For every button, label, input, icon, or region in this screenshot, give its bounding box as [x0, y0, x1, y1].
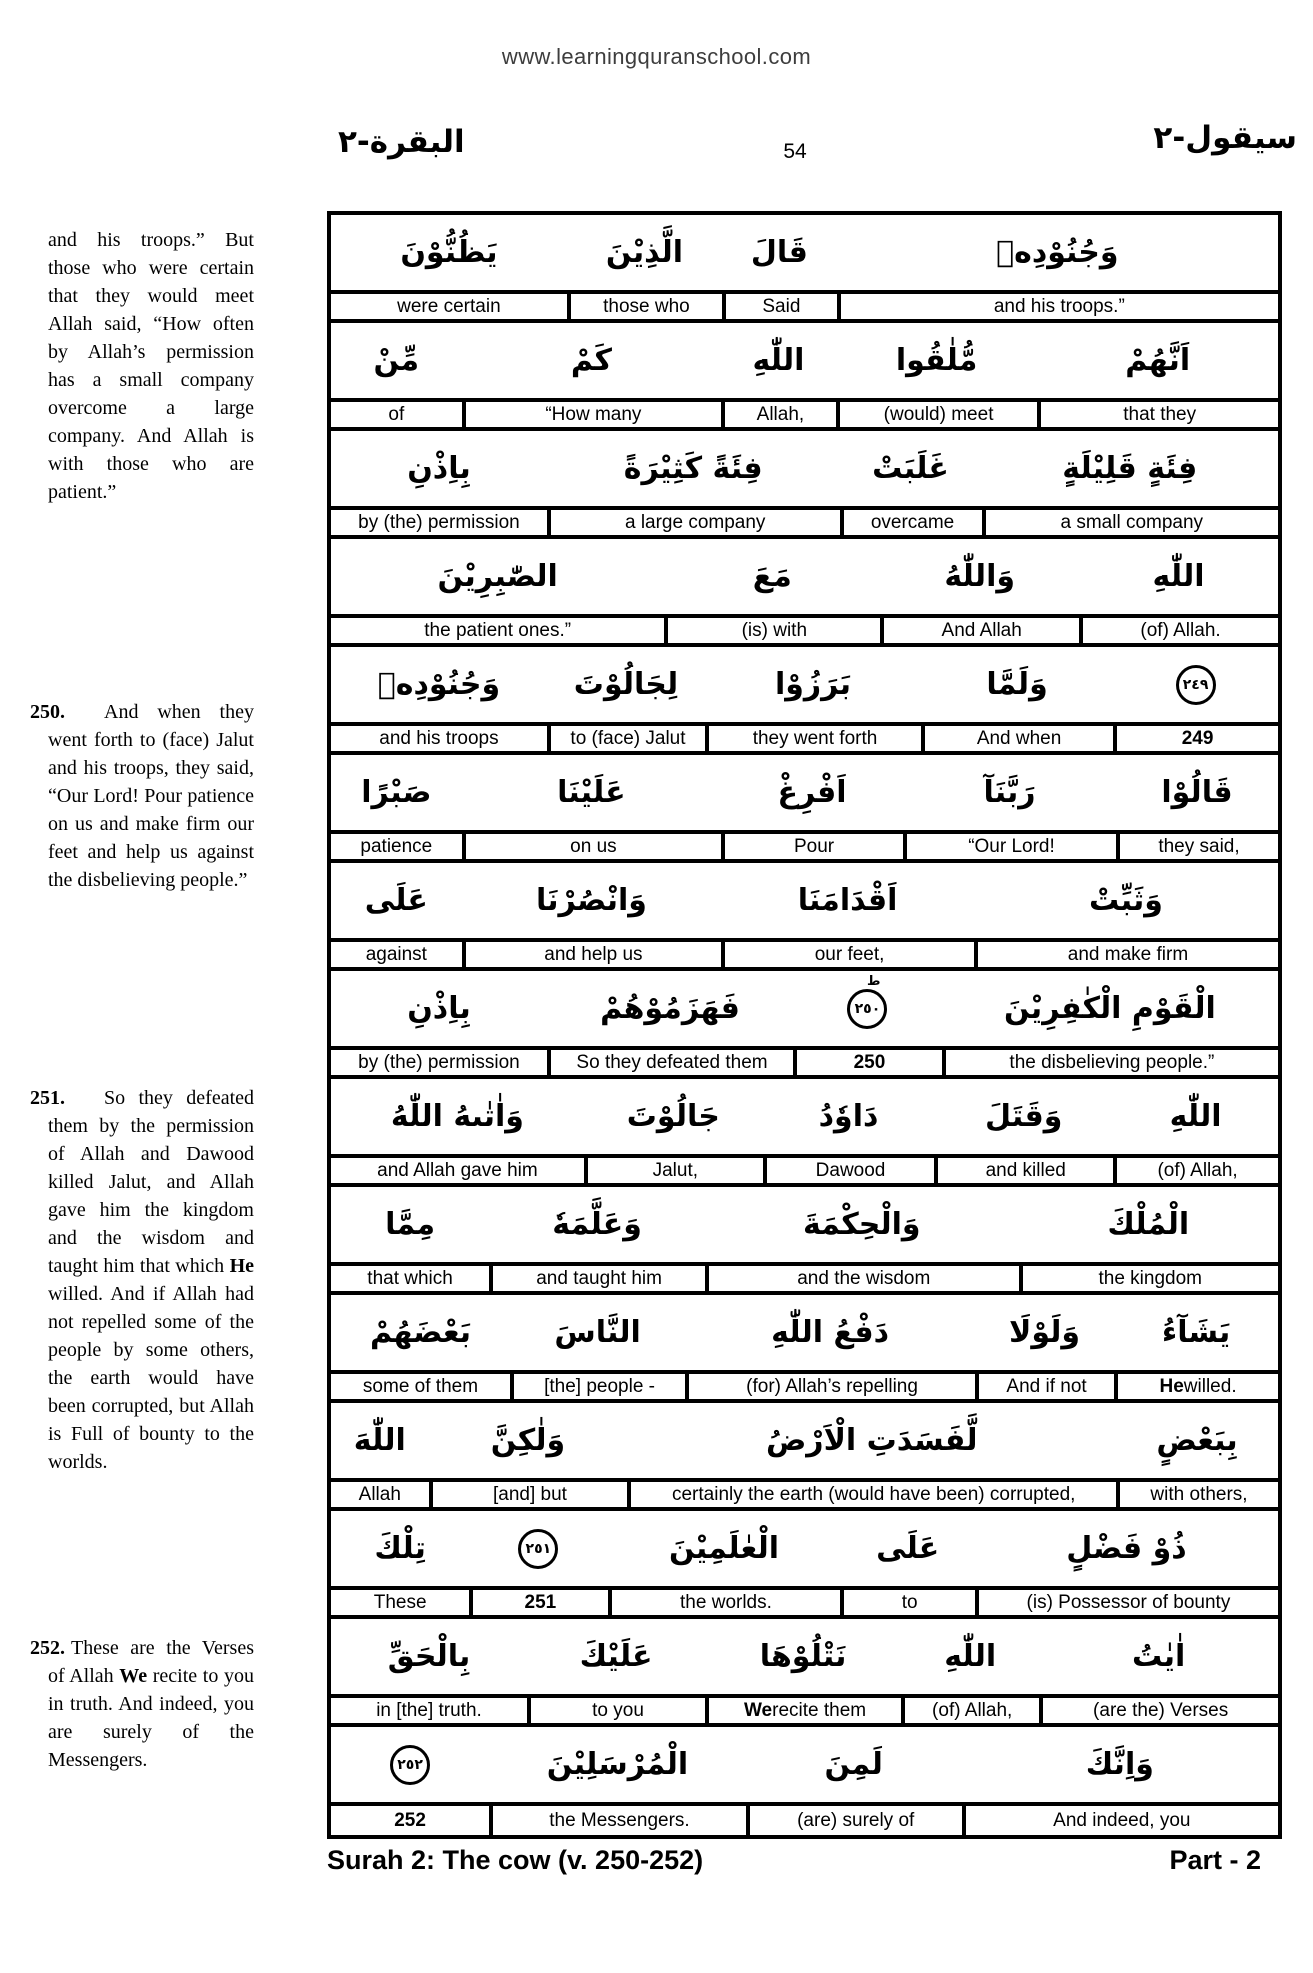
arabic-word: عَلَيْنَا [557, 775, 626, 810]
arabic-word: جَالُوْتَ [626, 1099, 720, 1134]
translation-paragraph: 251. So they defeated them by the permission of Allah and Dawood killed Jalut, and Allah gave him the kingdom and the wisdom and taught him that which He willed. And if Allah had not repelled some of the people by some others, the earth would have been corrupted, but Allah is Full of bounty to the worlds. [30, 1084, 254, 1476]
translation-cell: Pour [721, 834, 903, 859]
translation-cell: Said [722, 294, 837, 319]
translation-cell: 252 [394, 1809, 426, 1831]
verse-medallion-cell [1113, 647, 1278, 722]
arabic-word: الْقَوْمِ الْكٰفِرِيْنَ [1003, 991, 1216, 1026]
arabic-word: فِئَةٍ قَلِيْلَةٍ [1062, 451, 1198, 486]
translation-row [331, 614, 1278, 647]
arabic-word: الْعٰلَمِيْنَ [668, 1531, 780, 1566]
juz-name-arabic: سيقول-٢ [1153, 120, 1297, 156]
translation-cell: Jalut, [584, 1158, 763, 1183]
translation-cell: He willed. [1114, 1374, 1278, 1399]
arabic-row [331, 539, 1278, 614]
translation-paragraph: and his troops.” But those who were certain that they would meet Allah said, “How often by Allah’s permission has a small company overcome a large company. And Allah is with those who are patient.” [48, 229, 254, 503]
arabic-word: مِّنْ [373, 343, 420, 378]
translation-cell: patience [360, 835, 433, 857]
translation-cell: in [the] truth. [376, 1699, 482, 1721]
translation-row [331, 1694, 1278, 1727]
translation-cell: the worlds. [608, 1590, 841, 1615]
translation-paragraph: 252. These are the Verses of Allah We recite to you in truth. And indeed, you are surely of the Messengers. [30, 1637, 254, 1771]
arabic-word: الصّٰبِرِيْنَ [437, 559, 558, 594]
arabic-word: عَلَيْكَ [579, 1639, 653, 1674]
arabic-word: قَالُوْا [1161, 775, 1233, 810]
translation-cell: (would) meet [836, 402, 1038, 427]
translation-cell: These [373, 1591, 427, 1613]
translation-cell: with others, [1116, 1482, 1278, 1507]
arabic-row [331, 863, 1278, 938]
arabic-word: وَلَوْلَا [1009, 1315, 1081, 1350]
arabic-word: وَقَتَلَ [985, 1099, 1063, 1134]
arabic-word: وَاللّٰهُ [944, 559, 1015, 594]
translation-cell: and taught him [489, 1266, 705, 1291]
word-table [327, 211, 1282, 1839]
translation-cell: against [365, 943, 427, 965]
arabic-word: مِمَّا [385, 1207, 436, 1242]
verse-medallion: ٢٤٩ [1176, 665, 1216, 705]
arabic-word: مَعَ [752, 559, 792, 594]
translation-cell: and help us [462, 942, 721, 967]
translation-cell: and make firm [974, 942, 1278, 967]
arabic-word: وَجُنُوْدِهٖ [377, 667, 501, 702]
verse-number: 251. [30, 1087, 65, 1109]
arabic-row [331, 431, 1278, 506]
verse-medallion: ٢٥١ [518, 1529, 558, 1569]
arabic-word: اللّٰهَ [353, 1423, 406, 1458]
translation-row [331, 1154, 1278, 1187]
sidebar-translation [30, 226, 254, 1774]
arabic-word: وَاِنَّكَ [1085, 1747, 1154, 1782]
arabic-row [331, 1619, 1278, 1694]
translation-paragraph: 250. And when they went forth to (face) Jalut and his troops, they said, “Our Lord! Pour patience on us and make firm our feet and help us against the disbelieving people.” [30, 698, 254, 894]
arabic-word: صَبْرًا [361, 775, 432, 810]
arabic-word: اَقْدَامَنَا [797, 883, 898, 918]
translation-row [331, 398, 1278, 431]
translation-cell: 250 [793, 1050, 942, 1075]
arabic-word: يَشَآءُ [1161, 1315, 1231, 1350]
translation-cell: 249 [1113, 726, 1278, 751]
translation-cell: (for) Allah’s repelling [685, 1374, 975, 1399]
translation-cell: our feet, [721, 942, 974, 967]
arabic-word: فِئَةً كَثِيْرَةً [623, 451, 763, 486]
arabic-word: وَانْصُرْنَا [535, 883, 647, 918]
arabic-row [331, 755, 1278, 830]
translation-row [331, 1370, 1278, 1403]
arabic-word: بَرَزُوْا [774, 667, 852, 702]
translation-cell: that they [1037, 402, 1278, 427]
verse-number: 252. [30, 1637, 65, 1659]
arabic-word: وَثَبِّتْ [1089, 883, 1163, 918]
arabic-word: اللّٰهِ [752, 343, 805, 378]
translation-cell: [and] but [429, 1482, 628, 1507]
translation-cell: a large company [547, 510, 840, 535]
arabic-word: وَلَمَّا [986, 667, 1048, 702]
arabic-word: لَّفَسَدَتِ الْاَرْضُ [765, 1423, 978, 1458]
translation-cell: (is) Possessor of bounty [975, 1590, 1278, 1615]
translation-cell: “Our Lord! [903, 834, 1116, 859]
verse-number: 250. [30, 701, 65, 723]
translation-cell: and the wisdom [705, 1266, 1018, 1291]
arabic-word: كَمْ [570, 343, 612, 378]
translation-cell: a small company [982, 510, 1278, 535]
translation-cell: 251 [469, 1590, 607, 1615]
arabic-word: وَاٰتٰىهُ اللّٰهُ [390, 1099, 524, 1134]
arabic-word: يَظُنُّوْنَ [400, 235, 498, 270]
translation-cell: (of) Allah, [901, 1698, 1039, 1723]
translation-cell: to [840, 1590, 974, 1615]
arabic-word: فَهَزَمُوْهُمْ [600, 991, 740, 1026]
translation-cell: And indeed, you [962, 1806, 1278, 1835]
arabic-row [331, 1511, 1278, 1586]
translation-cell: And if not [975, 1374, 1114, 1399]
arabic-word: لَمِنَ [824, 1747, 883, 1782]
translation-cell: they went forth [705, 726, 921, 751]
arabic-word: وَجُنُوْدِهٖ [996, 235, 1119, 270]
translation-cell: to (face) Jalut [547, 726, 705, 751]
translation-cell: the disbelieving people.” [942, 1050, 1278, 1075]
arabic-word: عَلَى [364, 883, 428, 918]
arabic-word: مُّلٰقُوا [895, 343, 978, 378]
arabic-word: غَلَبَتْ [872, 451, 949, 486]
translation-cell: certainly the earth (would have been) corrupted, [627, 1482, 1116, 1507]
site-url: www.learningquranschool.com [501, 44, 812, 69]
translation-cell: to you [527, 1698, 705, 1723]
translation-cell: Allah, [721, 402, 836, 427]
arabic-row [331, 323, 1278, 398]
verse-medallion: ط ٢٥٠ [847, 989, 887, 1029]
translation-cell: So they defeated them [547, 1050, 793, 1075]
translation-cell: (of) Allah, [1113, 1158, 1278, 1183]
arabic-word: وَلٰكِنَّ [490, 1423, 566, 1458]
translation-cell: by (the) permission [358, 511, 520, 533]
translation-cell: [the] people - [510, 1374, 685, 1399]
arabic-word: عَلَى [876, 1531, 940, 1566]
translation-row [331, 1586, 1278, 1619]
arabic-row [331, 1079, 1278, 1154]
arabic-word: بِاِذْنِ [407, 451, 471, 486]
translation-cell: “How many [462, 402, 721, 427]
arabic-word: تِلْكَ [374, 1531, 426, 1566]
arabic-word: اٰيٰتُ [1131, 1639, 1186, 1674]
arabic-word: وَالْحِكْمَةَ [802, 1207, 921, 1242]
arabic-word: اَفْرِغْ [777, 775, 847, 810]
translation-cell: (of) Allah. [1079, 618, 1278, 643]
arabic-word: قَالَ [750, 235, 808, 270]
arabic-row [331, 1295, 1278, 1370]
translation-cell: and killed [934, 1158, 1113, 1183]
arabic-row [331, 1187, 1278, 1262]
arabic-word: الْمُرْسَلِيْنَ [546, 1747, 689, 1782]
translation-cell: on us [462, 834, 721, 859]
translation-cell: were certain [397, 295, 501, 317]
arabic-word: اللّٰهِ [1169, 1099, 1222, 1134]
translation-cell: the kingdom [1019, 1266, 1278, 1291]
translation-cell: We recite them [705, 1698, 901, 1723]
translation-cell: (is) with [664, 618, 880, 643]
translation-cell: (are the) Verses [1039, 1698, 1278, 1723]
translation-cell: Allah [358, 1483, 401, 1505]
translation-row [331, 830, 1278, 863]
arabic-row [331, 971, 1278, 1046]
translation-row [331, 506, 1278, 539]
translation-row [331, 290, 1278, 323]
arabic-word: وَعَلَّمَهٗ [552, 1207, 642, 1242]
arabic-word: اَنَّهُمْ [1125, 343, 1191, 378]
arabic-word: بِالْحَقِّ [387, 1639, 471, 1674]
translation-row [331, 1802, 1278, 1835]
translation-cell: that which [367, 1267, 453, 1289]
arabic-word: بَعْضَهُمْ [369, 1315, 472, 1350]
translation-cell: (are) surely of [746, 1806, 962, 1835]
translation-cell: the Messengers. [489, 1806, 746, 1835]
arabic-word: بِبَعْضٍ [1156, 1423, 1238, 1458]
translation-cell: by (the) permission [358, 1051, 520, 1073]
translation-row [331, 1478, 1278, 1511]
footer-surah-title: Surah 2: The cow (v. 250-252) [327, 1845, 704, 1875]
translation-cell: Dawood [763, 1158, 934, 1183]
arabic-word: دَاوٗدُ [818, 1099, 879, 1134]
translation-cell: they said, [1116, 834, 1278, 859]
arabic-word: النَّاسَ [554, 1315, 641, 1350]
footer-part-label: Part - 2 [1169, 1845, 1261, 1875]
arabic-word: ذُوْ فَضْلٍ [1066, 1531, 1187, 1566]
translation-cell: those who [567, 294, 722, 319]
arabic-word: الَّذِيْنَ [605, 235, 684, 270]
surah-name-arabic: البقرة-٢ [338, 124, 465, 160]
arabic-word: الْمُلْكَ [1107, 1207, 1190, 1242]
arabic-word: دَفْعُ اللّٰهِ [771, 1315, 890, 1350]
translation-cell: And Allah [880, 618, 1079, 643]
arabic-word: رَبَّنَآ [983, 775, 1036, 810]
translation-row [331, 1262, 1278, 1295]
translation-cell: overcame [840, 510, 982, 535]
translation-cell: And when [921, 726, 1113, 751]
arabic-word: نَتْلُوْهَا [759, 1639, 847, 1674]
arabic-row [331, 1727, 1278, 1802]
verse-medallion: ٢٥٢ [390, 1745, 430, 1785]
translation-cell: the patient ones.” [424, 619, 572, 641]
translation-row [331, 938, 1278, 971]
translation-row [331, 1046, 1278, 1079]
arabic-word: اللّٰهِ [1152, 559, 1205, 594]
translation-cell: and his troops [379, 727, 499, 749]
verse-medallion-cell [469, 1511, 607, 1586]
translation-cell: and his troops.” [837, 294, 1278, 319]
arabic-row [331, 215, 1278, 290]
verse-medallion-cell [793, 971, 942, 1046]
arabic-word: اللّٰهِ [944, 1639, 997, 1674]
verse-medallion-cell [331, 1727, 489, 1802]
page-number: 54 [783, 140, 807, 163]
arabic-word: لِجَالُوْتَ [573, 667, 679, 702]
arabic-row [331, 1403, 1278, 1478]
translation-cell: some of them [362, 1375, 479, 1397]
translation-row [331, 722, 1278, 755]
arabic-word: بِاِذْنِ [407, 991, 471, 1026]
waqf-mark: ط [866, 973, 881, 989]
arabic-row [331, 647, 1278, 722]
translation-cell: and Allah gave him [377, 1159, 538, 1181]
translation-cell: of [388, 403, 405, 425]
